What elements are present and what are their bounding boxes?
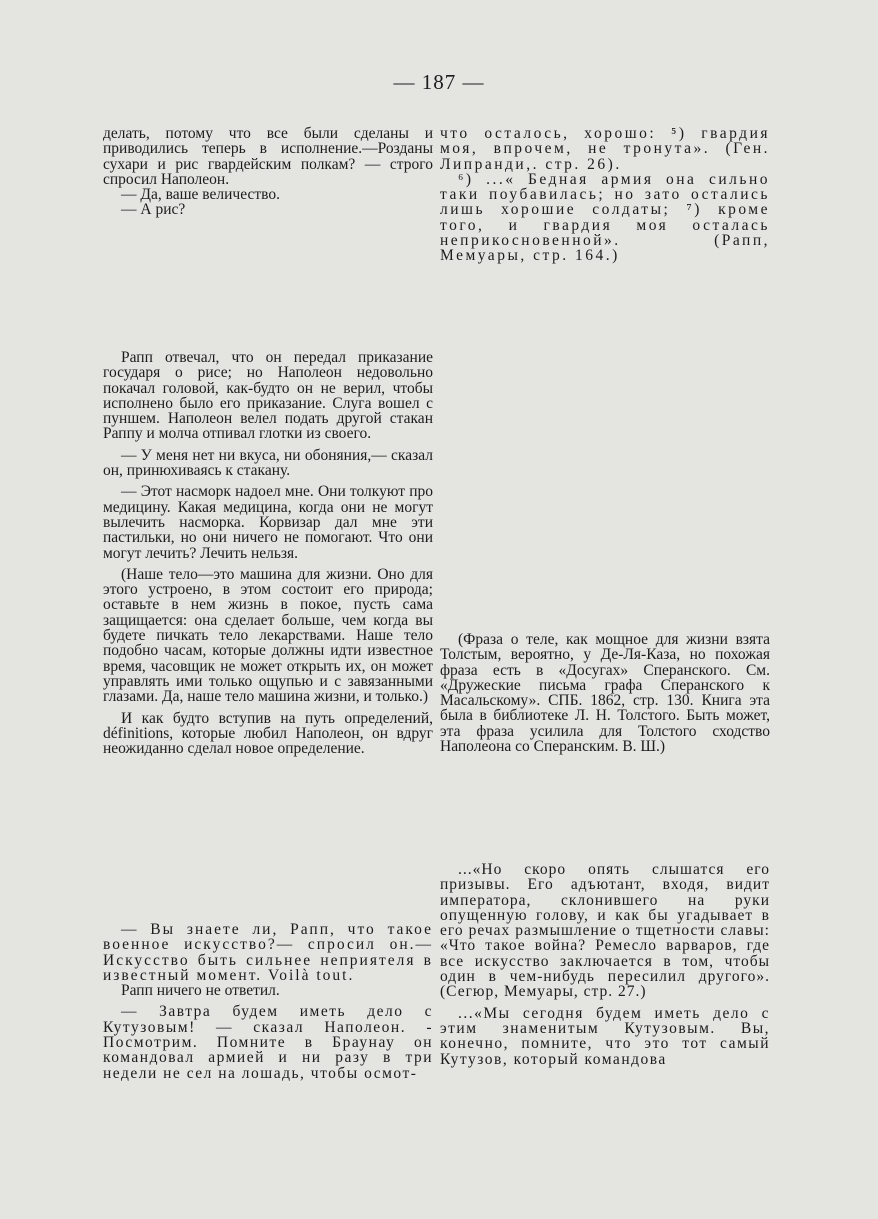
right-block-1 [440, 126, 770, 264]
paragraph: — А рис? [121, 201, 186, 219]
right-block-2 [440, 632, 770, 754]
paragraph: — У меня нет ни вкуса, ни обоняния,— сказал он, принюхиваясь к стакану. [103, 446, 433, 480]
paragraph: делать, потому что все были сделаны и приводились теперь в исполнение.—Розданы сухари и рис гвардейским полкам? — строго спросил Наполеон. [103, 125, 433, 188]
footnote: ...«Но скоро опять слышатся его призывы. Его адъютант, входя, видит императора, склонившего на руки опущенную голову, и как бы угадывает в его речах размышление о тщетности славы: «Что такое война? Ремесло варваров, где все искусство заключается в том, чтобы один в чем-нибудь пересилил другого». (Сегюр, Мемуары, стр. 27.) [440, 861, 770, 1001]
paragraph: — Этот насморк надоел мне. Они толкуют про медицину. Какая медицина, когда они не могут вылечить насморка. Корвизар дал мне эти пастильки, но они ничего не помогают. Что они могут лечить? Лечить нельзя. [103, 483, 433, 562]
right-block-3 [440, 862, 770, 1067]
footnote: ...«Мы сегодня будем иметь дело с этим знаменитым Кутузовым. Вы, конечно, помните, что это тот самый Кутузов, который командова [440, 1004, 770, 1068]
paragraph: — Завтра будем иметь дело с Кутузовым! — сказал Наполеон. - Посмотрим. Помните в Браунау он командовал армией и ни разу в три недели не сел на лошадь, чтобы осмот- [103, 1003, 433, 1082]
paragraph: — Вы знаете ли, Рапп, что такое военное искусство?— спросил он.—Искусство быть сильнее неприятеля в известный момент. Voilà tout. [103, 921, 433, 984]
paragraph: Рапп ничего не ответил. [121, 982, 280, 1000]
paragraph: (Наше тело—это машина для жизни. Оно для этого устроено, в этом состоит его природа; оставьте в нем жизнь в покое, пусть сама защищается: она сделает больше, чем когда вы будете пичкать тело лекарствами. Наше тело подобно часам, которые должны идти известное время, часовщик не может открыть их, он может управлять ими только ощупью и с завязанными глазами. Да, наше тело машина жизни, и только.) [103, 565, 433, 706]
left-block-3 [103, 922, 433, 1081]
left-block-2 [103, 350, 433, 756]
footnote: что осталось, хорошо: ⁵) гвардия моя, впрочем, не тронута». (Ген. Липранди,. стр. 26). [440, 125, 770, 173]
left-block-1 [103, 126, 433, 218]
paragraph: И как будто вступив на путь определений, définitions, которые любил Наполеон, он вдруг неожиданно сделал новое определение. [103, 709, 433, 758]
paragraph: Рапп отвечал, что он передал приказание государя о рисе; но Наполеон недовольно покачал головой, как-будто он не верил, чтобы исполнено было его приказание. Слуга вошел с пуншем. Наполеон велел подать другой стакан Раппу и молча отпивал глотки из своего. [103, 349, 433, 443]
footnote: ⁶) ...« Бедная армия она сильно таки поубавилась; но зато остались лишь хорошие солдаты; ⁷) кроме того, и гвардия моя осталась неприкосновенной». (Рапп, Мемуары, стр. 164.) [440, 170, 770, 265]
paragraph: — Да, ваше величество. [121, 186, 280, 204]
editorial-note: (Фраза о теле, как мощное для жизни взята Толстым, вероятно, у Де-Ля-Каза, но похожая фраза есть в «Досугах» Сперанского. См. «Дружеские письма графа Сперанского к Масальскому». СПБ. 1862, стр. 130. Книга эта была в библиотеке Л. Н. Толстого. Быть может, эта фраза усилила для Толстого сходство Наполеона со Сперанским. В. Ш.) [440, 631, 770, 756]
page-number: — 187 — [393, 70, 485, 94]
